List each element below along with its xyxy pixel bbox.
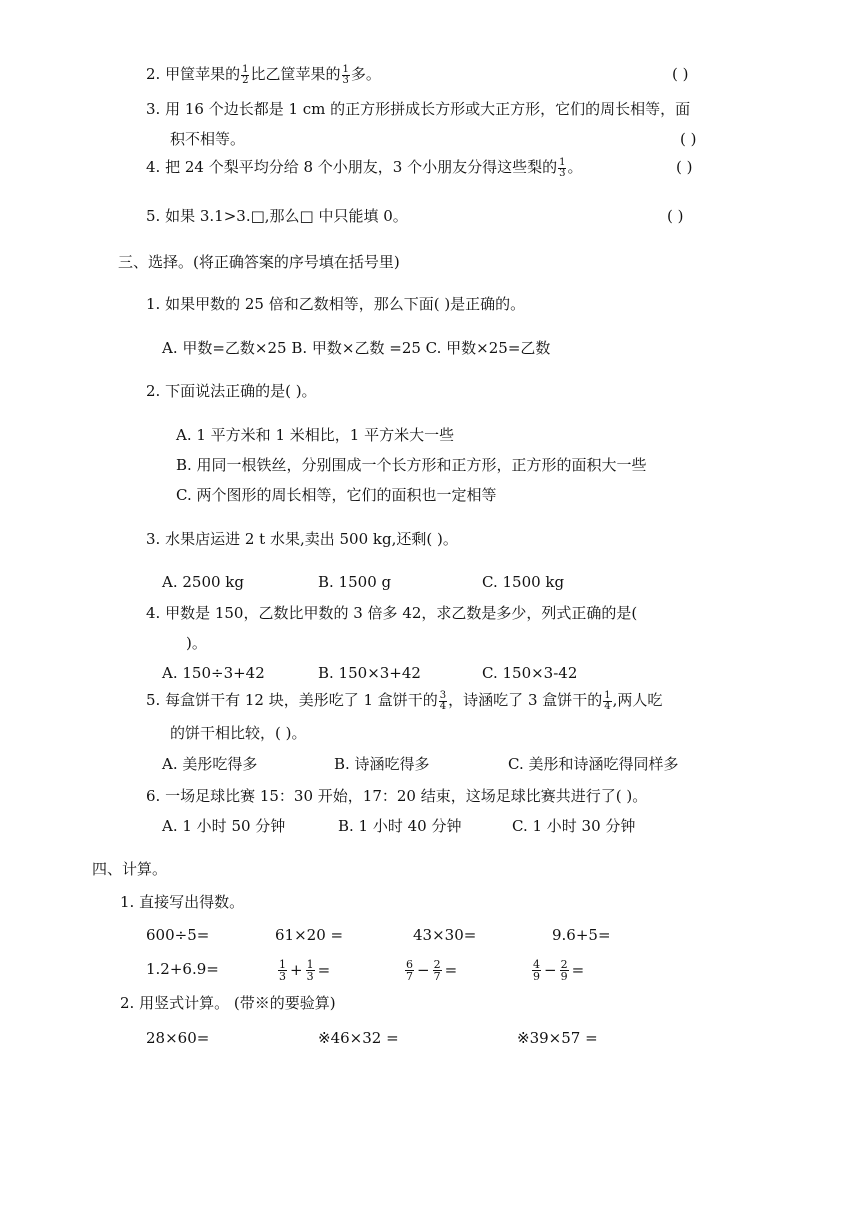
option-a: A. 1 平方米和 1 米相比，1 平方米大一些 [176, 426, 455, 444]
calc-item-fraction-diff: $\frac{6}{7}$ − $\frac{2}{7}$ = [406, 958, 458, 983]
answer-parentheses[interactable]: ( ) [676, 158, 693, 176]
option-b: B. 1 小时 40 分钟 [338, 817, 462, 835]
option-b: B. 150×3+42 [318, 664, 421, 682]
choice-question-6: 6. 一场足球比赛 15：30 开始，17：20 结束，这场足球比赛共进行了( )。 [146, 787, 648, 805]
choice-question-4-line1: 4. 甲数是 150，乙数比甲数的 3 倍多 42，求乙数是多少，列式正确的是( [146, 604, 638, 622]
answer-parentheses[interactable]: ( ) [680, 130, 697, 148]
fraction: $\frac{1}{3}$ [342, 63, 349, 86]
calc-item: ※39×57 = [517, 1029, 598, 1047]
question-text: 多。 [350, 65, 381, 83]
tf-question-3-line1: 3. 用 16 个边长都是 1 cm 的正方形拼成长方形或大正方形，它们的周长相等，面 [146, 100, 691, 118]
calc-item-fraction-sum: $\frac{1}{3}$ + $\frac{1}{3}$ = [279, 958, 331, 983]
choice-question-2: 2. 下面说法正确的是( )。 [146, 382, 317, 400]
calc-item: 61×20 = [275, 926, 344, 944]
option-c: C. 1500 kg [482, 573, 565, 591]
answer-parentheses[interactable]: ( ) [672, 65, 689, 83]
calc-item: 9.6+5= [552, 926, 611, 944]
option-a: A. 150÷3+42 [162, 664, 265, 682]
question-text: 比乙筐苹果的 [250, 65, 341, 83]
option-c: C. 1 小时 30 分钟 [512, 817, 636, 835]
choice-question-4-line2: )。 [186, 634, 207, 652]
question-text: ,两人吃 [612, 691, 663, 709]
calc-item-fraction-diff: $\frac{4}{9}$ − $\frac{2}{9}$ = [533, 958, 585, 983]
calc-item: 43×30= [413, 926, 477, 944]
calc-item: 600÷5= [146, 926, 210, 944]
option-b: B. 用同一根铁丝，分别围成一个长方形和正方形，正方形的面积大一些 [176, 456, 647, 474]
choice-question-5-line2: 的饼干相比较，( )。 [170, 724, 307, 742]
calc-part-1-title: 1. 直接写出得数。 [120, 893, 245, 911]
choice-question-1: 1. 如果甲数的 25 倍和乙数相等，那么下面( )是正确的。 [146, 295, 526, 313]
question-number: 2. [146, 65, 161, 83]
fraction: $\frac{1}{4}$ [604, 689, 611, 712]
fraction: $\frac{3}{4}$ [439, 689, 447, 712]
calc-item: 1.2+6.9= [146, 960, 219, 978]
answer-parentheses[interactable]: ( ) [667, 207, 684, 225]
option-c: C. 两个图形的周长相等，它们的面积也一定相等 [176, 486, 497, 504]
question-text: 5. 每盒饼干有 12 块，美彤吃了 1 盒饼干的 [146, 691, 438, 709]
choice-question-5-line1 [146, 690, 662, 712]
tf-question-3-line2: 积不相等。 [170, 130, 246, 148]
calc-item: ※46×32 = [318, 1029, 399, 1047]
fraction: $\frac{1}{2}$ [242, 63, 249, 86]
tf-question-4 [146, 157, 583, 179]
tf-question-2 [146, 64, 381, 86]
option-c: C. 150×3-42 [482, 664, 578, 682]
fraction: $\frac{1}{3}$ [559, 156, 566, 179]
question-text: 4. 把 24 个梨平均分给 8 个小朋友，3 个小朋友分得这些梨的 [146, 158, 558, 176]
question-text: 甲筐苹果的 [165, 65, 241, 83]
section-title-calculation: 四、计算。 [92, 860, 168, 878]
question-text: ，诗涵吃了 3 盒饼干的 [448, 691, 603, 709]
section-title-choice: 三、选择。(将正确答案的序号填在括号里) [118, 253, 400, 271]
option-a: A. 1 小时 50 分钟 [162, 817, 286, 835]
choice-question-1-options: A. 甲数=乙数×25 B. 甲数×乙数 =25 C. 甲数×25=乙数 [162, 339, 551, 357]
option-b: B. 诗涵吃得多 [334, 755, 430, 773]
question-text: 。 [567, 158, 583, 176]
option-c: C. 美彤和诗涵吃得同样多 [508, 755, 679, 773]
option-a: A. 2500 kg [162, 573, 245, 591]
tf-question-5: 5. 如果 3.1>3.□,那么□ 中只能填 0。 [146, 207, 408, 225]
choice-question-3: 3. 水果店运进 2 t 水果,卖出 500 kg,还剩( )。 [146, 530, 458, 548]
option-b: B. 1500 g [318, 573, 392, 591]
option-a: A. 美彤吃得多 [162, 755, 258, 773]
calc-item: 28×60= [146, 1029, 210, 1047]
calc-part-2-title: 2. 用竖式计算。 (带※的要验算) [120, 994, 336, 1012]
